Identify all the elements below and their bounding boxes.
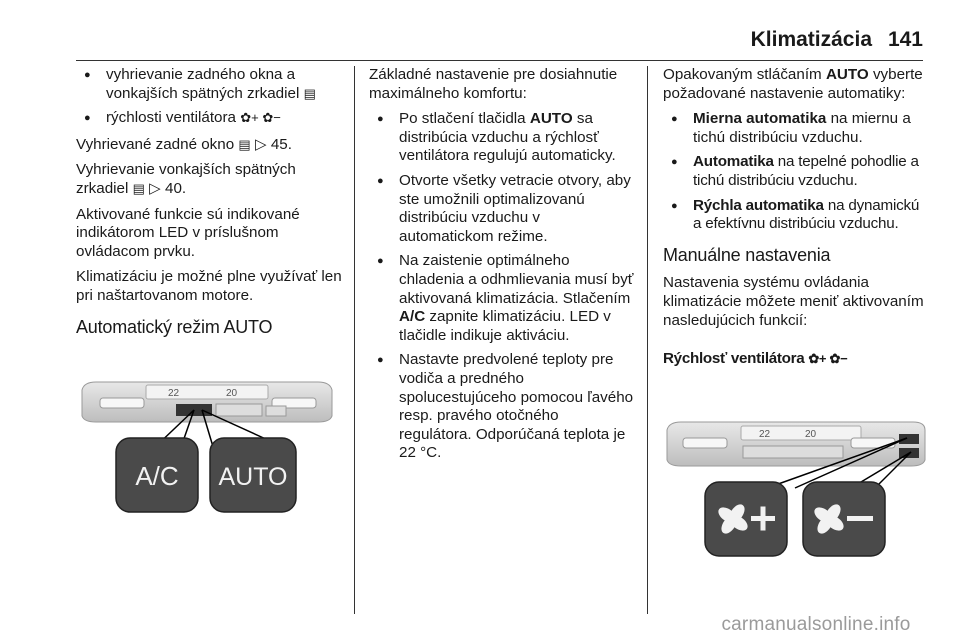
page-title: Klimatizácia bbox=[750, 28, 872, 51]
subheading: Rýchlosť ventilátora ✿+ ✿− bbox=[663, 350, 848, 368]
watermark: carmanualsonline.info bbox=[721, 614, 911, 635]
rear-heat-icon: ▤ bbox=[132, 180, 145, 196]
feature-list bbox=[76, 66, 344, 128]
footer bbox=[0, 614, 960, 636]
comfort-list bbox=[369, 110, 635, 463]
page-number: 141 bbox=[887, 28, 923, 51]
display-temp-left: 22 bbox=[168, 388, 180, 399]
list-item: ● Otvorte všetky vetracie otvory, aby ste umožnili optimalizovanú distribúciu vzduchu v automatickom režime. bbox=[369, 172, 635, 246]
paragraph: Základné nastavenie pre dosiahnutie maximálneho komfortu: bbox=[369, 66, 618, 102]
fan-plus-minus-icon: ✿+ ✿− bbox=[240, 110, 281, 126]
climate-panel-auto-figure bbox=[76, 376, 338, 516]
list-item: ● Rýchla automatika na dynamickú a efektívnu distribúciu vzduchu. bbox=[663, 197, 927, 234]
paragraph: Nastavenia systému ovládania klimatizácie môžete meniť aktivovaním nasledujúcich funkcií: bbox=[663, 274, 924, 329]
fan-plus-minus-icon: ✿+ ✿− bbox=[808, 351, 848, 367]
section-heading: Manuálne nastavenia bbox=[663, 244, 831, 265]
page-header bbox=[0, 14, 960, 54]
list-item: ● Nastavte predvolené teploty pre vodiča a predného spolucestujúceho pomocou ľavého resp. pravého otočného regulátora. Odporúčaná teplota je 22 °C. bbox=[369, 351, 635, 463]
section-heading: Automatický režim AUTO bbox=[76, 316, 273, 337]
display-temp-right: 20 bbox=[226, 388, 238, 399]
ref-arrow-icon: ▷ bbox=[149, 179, 161, 197]
climate-panel-fan-figure bbox=[663, 420, 927, 560]
list-item: ● Automatika na tepelné pohodlie a tichú distribúciu vzduchu. bbox=[663, 153, 927, 190]
paragraph: Vyhrievanie vonkajších spätných zrkadiel ▤ ▷ 40. bbox=[76, 161, 296, 197]
header-rule bbox=[76, 60, 923, 61]
minus-icon bbox=[847, 516, 873, 521]
display-temp-left: 22 bbox=[759, 429, 771, 440]
rear-heat-icon: ▤ bbox=[303, 85, 316, 101]
ref-arrow-icon: ▷ bbox=[254, 135, 267, 153]
auto-mode-list bbox=[663, 110, 927, 234]
list-item: ● Mierna automatika na miernu a tichú distribúciu vzduchu. bbox=[663, 110, 927, 147]
list-item: ● vyhrievanie zadného okna a vonkajších spätných zrkadiel ▤ bbox=[76, 66, 344, 103]
column-2 bbox=[369, 66, 635, 471]
auto-button-label: AUTO bbox=[218, 463, 288, 491]
column-1 bbox=[76, 66, 344, 346]
display-temp-right: 20 bbox=[805, 429, 817, 440]
column-divider-2 bbox=[647, 66, 648, 614]
rear-heat-icon: ▤ bbox=[238, 136, 251, 152]
list-item: ● Na zaistenie optimálneho chladenia a odhmlievania musí byť aktivovaná klimatizácia. Stlačením A/C zapnite klimatizáciu. LED v tlačidle indikuje aktiváciu. bbox=[369, 252, 635, 345]
column-divider-1 bbox=[354, 66, 355, 614]
paragraph: Klimatizáciu je možné plne využívať len pri naštartovanom motore. bbox=[76, 268, 342, 304]
ac-button-label: A/C bbox=[135, 461, 179, 491]
list-item: ● rýchlosti ventilátora ✿+ ✿− bbox=[76, 109, 344, 128]
paragraph: Aktivované funkcie sú indikované indikátorom LED v príslušnom ovládacom prvku. bbox=[76, 205, 300, 260]
paragraph: Vyhrievané zadné okno ▤ ▷ 45. bbox=[76, 135, 292, 153]
column-3 bbox=[663, 66, 927, 369]
paragraph: Opakovaným stláčaním AUTO vyberte požadované nastavenie automatiky: bbox=[663, 66, 923, 102]
list-item: ● Po stlačení tlačidla AUTO sa distribúcia vzduchu a rýchlosť ventilátora regulujú automaticky. bbox=[369, 110, 635, 166]
